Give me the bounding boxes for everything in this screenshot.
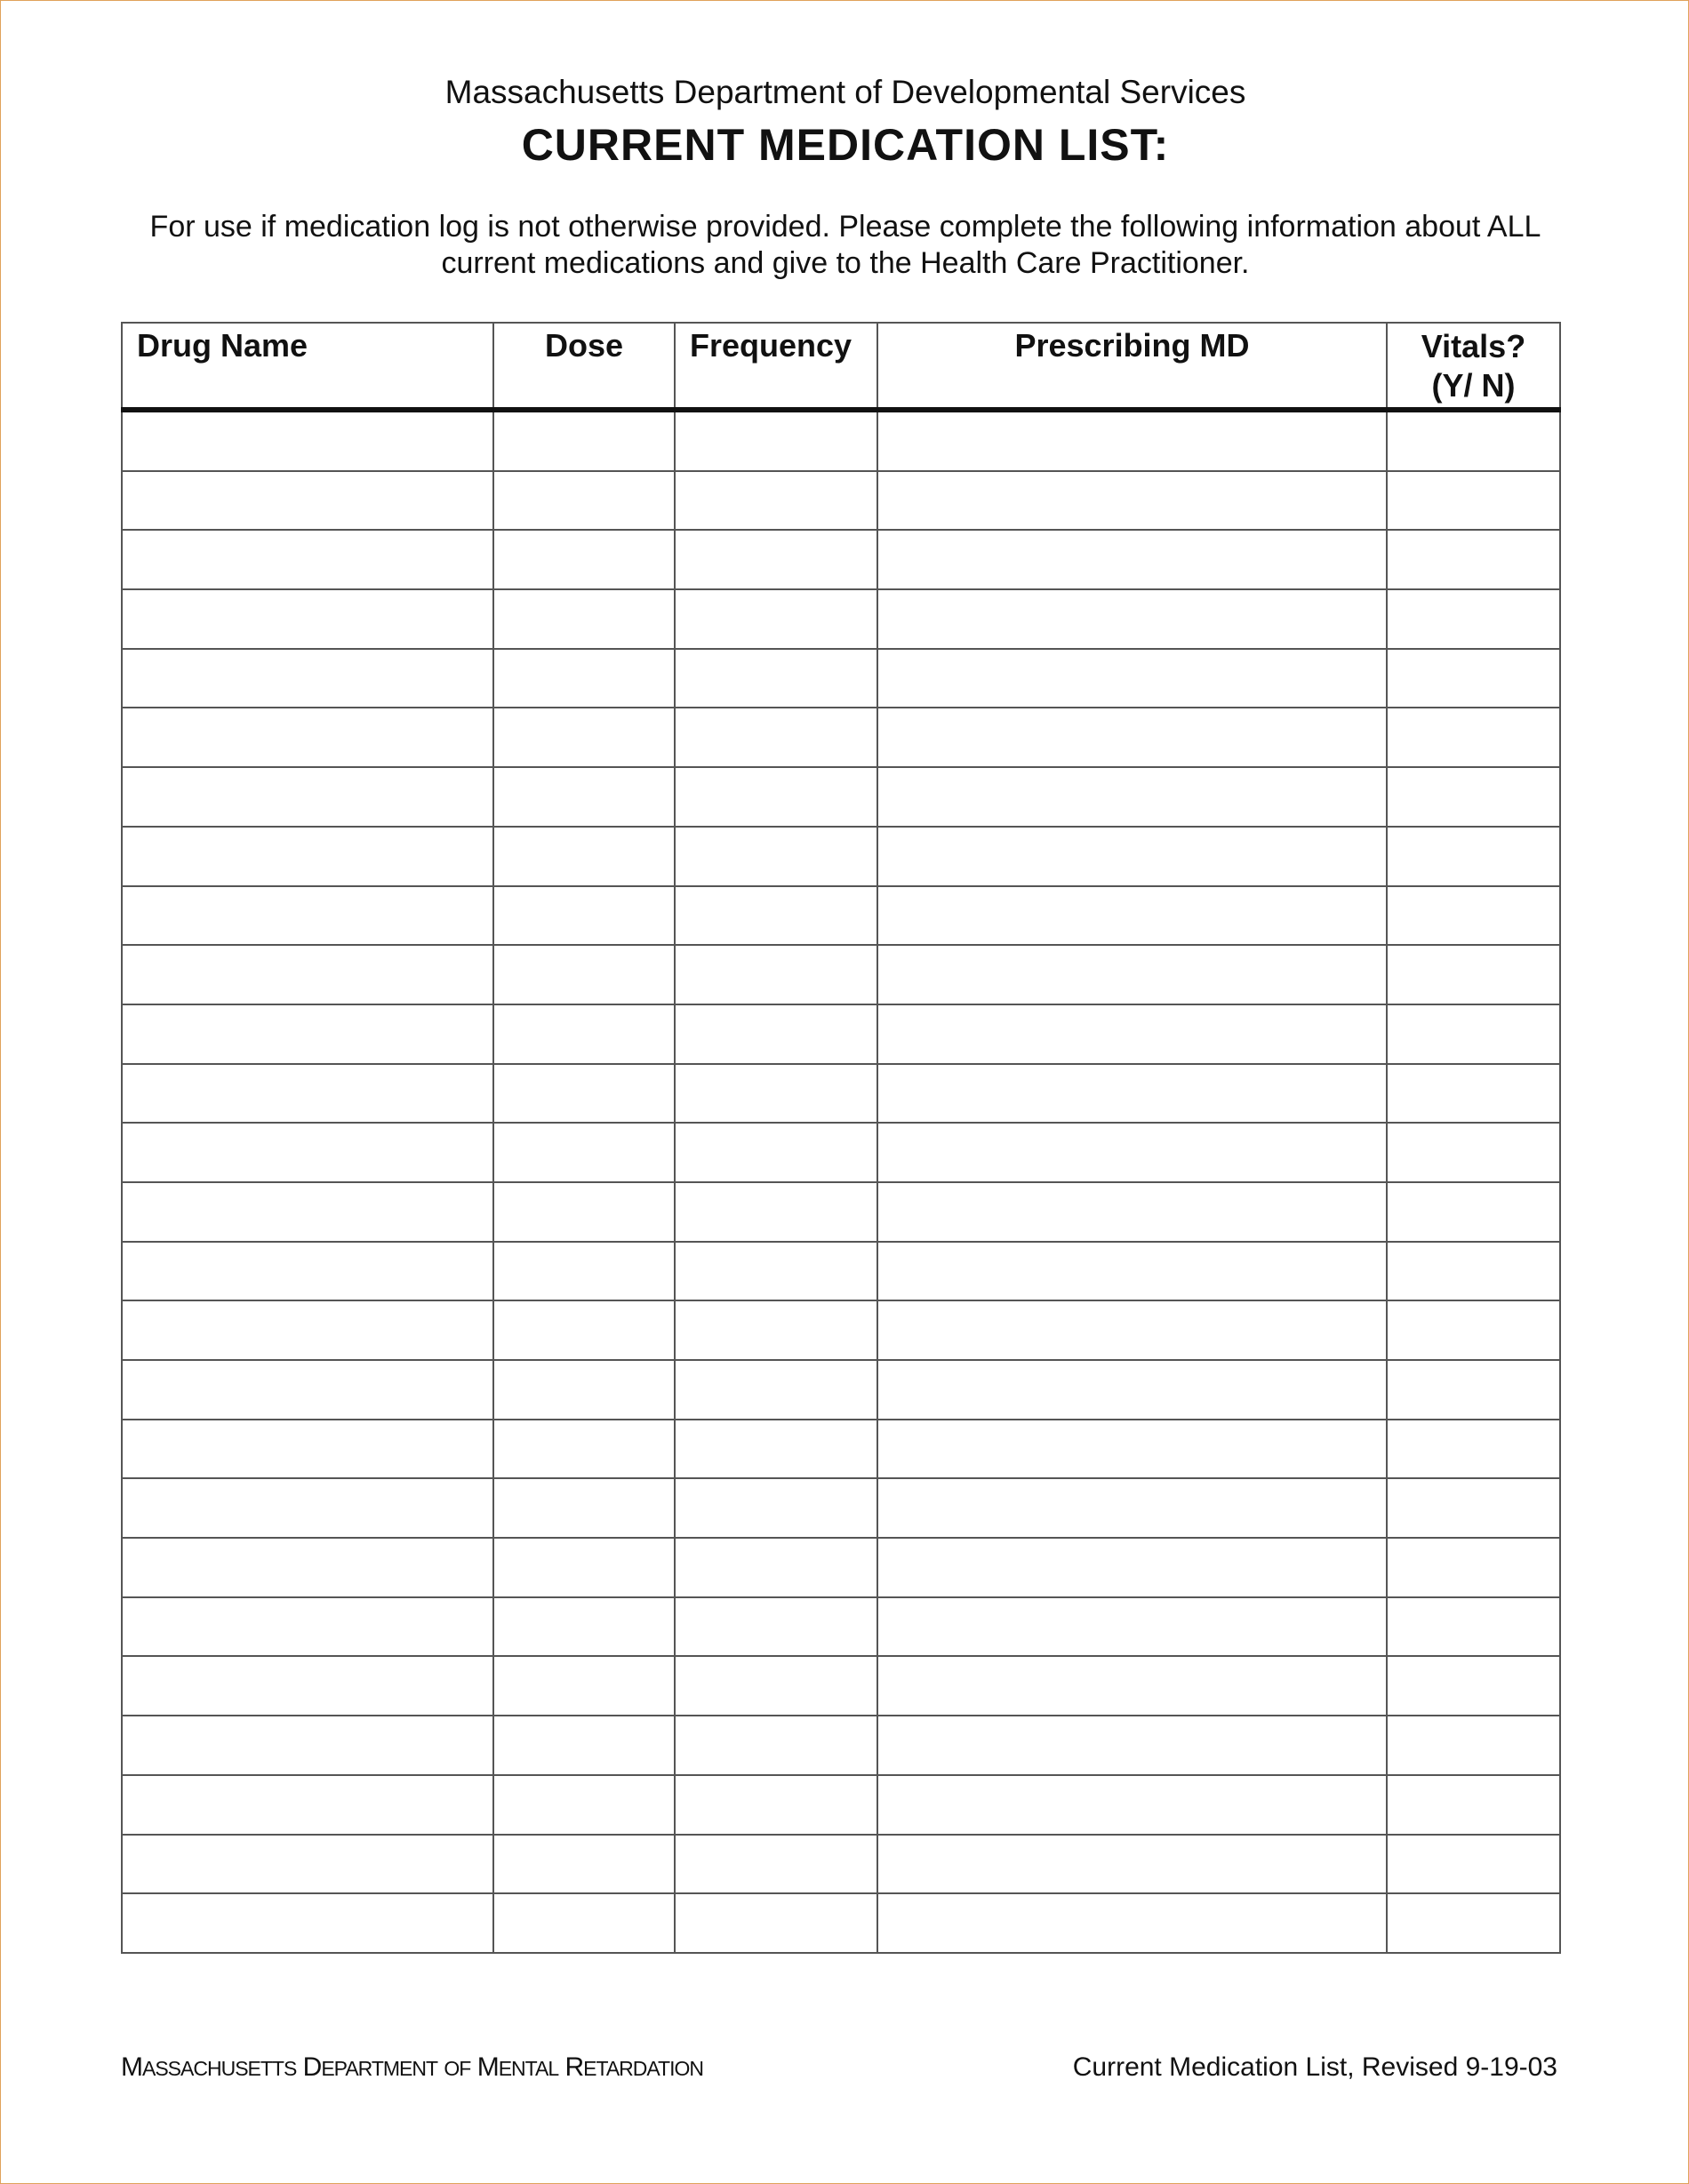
- frequency-cell[interactable]: [675, 1775, 877, 1835]
- frequency-cell[interactable]: [675, 945, 877, 1004]
- prescribing-md-cell[interactable]: [877, 471, 1387, 531]
- vitals-cell[interactable]: [1387, 1716, 1560, 1775]
- prescribing-md-cell[interactable]: [877, 1360, 1387, 1420]
- dose-cell[interactable]: [493, 1182, 675, 1242]
- frequency-cell[interactable]: [675, 1538, 877, 1597]
- drug-name-cell[interactable]: [122, 708, 493, 767]
- prescribing-md-cell[interactable]: [877, 1242, 1387, 1301]
- dose-cell[interactable]: [493, 1300, 675, 1360]
- drug-name-cell[interactable]: [122, 1300, 493, 1360]
- footer-revision: Current Medication List, Revised 9-19-03: [1072, 2052, 1557, 2082]
- organization-name: Massachusetts Department of Developmental Services: [444, 74, 1246, 110]
- table-row: [122, 1538, 1560, 1597]
- column-header-vitals: [1387, 323, 1560, 410]
- drug-name-cell[interactable]: [122, 1597, 493, 1657]
- footer-word-2-cap: D: [302, 2052, 322, 2082]
- prescribing-md-cell[interactable]: [877, 1064, 1387, 1124]
- footer-department: [121, 2052, 703, 2083]
- dose-cell[interactable]: [493, 1478, 675, 1538]
- prescribing-md-cell[interactable]: [877, 1478, 1387, 1538]
- vitals-cell[interactable]: [1387, 1835, 1560, 1894]
- prescribing-md-cell[interactable]: [877, 530, 1387, 589]
- column-header-prescribing-md: Prescribing MD: [877, 323, 1387, 410]
- prescribing-md-cell[interactable]: [877, 1004, 1387, 1064]
- table-row: [122, 1716, 1560, 1775]
- vitals-cell[interactable]: [1387, 1478, 1560, 1538]
- table-row: [122, 1478, 1560, 1538]
- vitals-cell[interactable]: [1387, 649, 1560, 708]
- vitals-cell[interactable]: [1387, 767, 1560, 827]
- frequency-cell[interactable]: [675, 1360, 877, 1420]
- frequency-cell[interactable]: [675, 1300, 877, 1360]
- prescribing-md-cell[interactable]: [877, 1597, 1387, 1657]
- prescribing-md-cell[interactable]: [877, 1893, 1387, 1953]
- drug-name-cell[interactable]: [122, 1004, 493, 1064]
- medication-table: [121, 322, 1561, 1954]
- footer-word-1-cap: M: [121, 2052, 142, 2082]
- prescribing-md-cell[interactable]: [877, 1716, 1387, 1775]
- prescribing-md-cell[interactable]: [877, 1300, 1387, 1360]
- vitals-cell[interactable]: [1387, 1360, 1560, 1420]
- footer-word-5-rest: ETARDATION: [583, 2057, 703, 2080]
- table-row: [122, 649, 1560, 708]
- table-row: [122, 1300, 1560, 1360]
- dose-cell[interactable]: [493, 649, 675, 708]
- drug-name-cell[interactable]: [122, 1656, 493, 1716]
- column-header-drug-name: Drug Name: [122, 323, 493, 410]
- drug-name-cell[interactable]: [122, 1716, 493, 1775]
- prescribing-md-cell[interactable]: [877, 886, 1387, 946]
- frequency-cell[interactable]: [675, 1004, 877, 1064]
- frequency-cell[interactable]: [675, 1420, 877, 1479]
- dose-cell[interactable]: [493, 1656, 675, 1716]
- drug-name-cell[interactable]: [122, 1123, 493, 1182]
- drug-name-cell[interactable]: [122, 410, 493, 471]
- drug-name-cell[interactable]: [122, 1064, 493, 1124]
- vitals-cell[interactable]: [1387, 945, 1560, 1004]
- frequency-cell[interactable]: [675, 1182, 877, 1242]
- drug-name-cell[interactable]: [122, 1420, 493, 1479]
- footer-word-4-rest: ENTAL: [498, 2057, 559, 2080]
- dose-cell[interactable]: [493, 886, 675, 946]
- table-row: [122, 1420, 1560, 1479]
- vitals-cell[interactable]: [1387, 1064, 1560, 1124]
- footer-word-5-cap: R: [564, 2052, 584, 2082]
- dose-cell[interactable]: [493, 1835, 675, 1894]
- prescribing-md-cell[interactable]: [877, 1656, 1387, 1716]
- instructions: [125, 209, 1565, 282]
- footer-word-4-cap: M: [476, 2052, 499, 2082]
- table-header-row: [122, 323, 1560, 410]
- drug-name-cell[interactable]: [122, 886, 493, 946]
- dose-cell[interactable]: [493, 767, 675, 827]
- prescribing-md-cell[interactable]: [877, 1775, 1387, 1835]
- vitals-cell[interactable]: [1387, 1893, 1560, 1953]
- prescribing-md-cell[interactable]: [877, 410, 1387, 471]
- drug-name-cell[interactable]: [122, 1360, 493, 1420]
- vitals-cell[interactable]: [1387, 1004, 1560, 1064]
- table-row: [122, 708, 1560, 767]
- frequency-cell[interactable]: [675, 886, 877, 946]
- footer-word-3: OF: [444, 2057, 471, 2080]
- drug-name-cell[interactable]: [122, 767, 493, 827]
- vitals-cell[interactable]: [1387, 410, 1560, 471]
- frequency-cell[interactable]: [675, 1716, 877, 1775]
- vitals-cell[interactable]: [1387, 1597, 1560, 1657]
- table-row: [122, 471, 1560, 531]
- frequency-cell[interactable]: [675, 708, 877, 767]
- vitals-cell[interactable]: [1387, 530, 1560, 589]
- frequency-cell[interactable]: [675, 1597, 877, 1657]
- drug-name-cell[interactable]: [122, 1478, 493, 1538]
- vitals-cell[interactable]: [1387, 1182, 1560, 1242]
- dose-cell[interactable]: [493, 410, 675, 471]
- drug-name-cell[interactable]: [122, 1893, 493, 1953]
- dose-cell[interactable]: [493, 708, 675, 767]
- table-row: [122, 1775, 1560, 1835]
- vitals-cell[interactable]: [1387, 886, 1560, 946]
- frequency-cell[interactable]: [675, 530, 877, 589]
- medication-rows: [122, 410, 1560, 1953]
- instructions-line-2: current medications and give to the Health Care Practitioner.: [441, 246, 1250, 280]
- drug-name-cell[interactable]: [122, 649, 493, 708]
- table-row: [122, 589, 1560, 649]
- table-row: [122, 1597, 1560, 1657]
- footer-word-1-rest: ASSACHUSETTS: [142, 2057, 297, 2080]
- vitals-cell[interactable]: [1387, 1420, 1560, 1479]
- prescribing-md-cell[interactable]: [877, 1835, 1387, 1894]
- column-header-dose: Dose: [493, 323, 675, 410]
- prescribing-md-cell[interactable]: [877, 945, 1387, 1004]
- vitals-yn-label: (Y/ N): [1431, 367, 1516, 404]
- drug-name-cell[interactable]: [122, 1835, 493, 1894]
- vitals-cell[interactable]: [1387, 1775, 1560, 1835]
- instructions-line-1: For use if medication log is not otherwise provided. Please complete the following information about ALL: [149, 210, 1541, 244]
- vitals-cell[interactable]: [1387, 1656, 1560, 1716]
- vitals-cell[interactable]: [1387, 708, 1560, 767]
- dose-cell[interactable]: [493, 1004, 675, 1064]
- drug-name-cell[interactable]: [122, 1182, 493, 1242]
- frequency-cell[interactable]: [675, 471, 877, 531]
- frequency-cell[interactable]: [675, 1656, 877, 1716]
- frequency-cell[interactable]: [675, 767, 877, 827]
- dose-cell[interactable]: [493, 1716, 675, 1775]
- prescribing-md-cell[interactable]: [877, 767, 1387, 827]
- frequency-cell[interactable]: [675, 589, 877, 649]
- footer-word-2-rest: EPARTMENT: [321, 2057, 438, 2080]
- drug-name-cell[interactable]: [122, 471, 493, 531]
- table-row: [122, 1182, 1560, 1242]
- dose-cell[interactable]: [493, 945, 675, 1004]
- dose-cell[interactable]: [493, 1597, 675, 1657]
- drug-name-cell[interactable]: [122, 1242, 493, 1301]
- vitals-cell[interactable]: [1387, 1538, 1560, 1597]
- table-row: [122, 886, 1560, 946]
- table-row: [122, 1004, 1560, 1064]
- frequency-cell[interactable]: [675, 827, 877, 886]
- frequency-cell[interactable]: [675, 1893, 877, 1953]
- table-row: [122, 1835, 1560, 1894]
- prescribing-md-cell[interactable]: [877, 649, 1387, 708]
- dose-cell[interactable]: [493, 1064, 675, 1124]
- table-row: [122, 827, 1560, 886]
- drug-name-cell[interactable]: [122, 589, 493, 649]
- prescribing-md-cell[interactable]: [877, 1538, 1387, 1597]
- prescribing-md-cell[interactable]: [877, 1123, 1387, 1182]
- table-row: [122, 1123, 1560, 1182]
- vitals-cell[interactable]: [1387, 1300, 1560, 1360]
- vitals-cell[interactable]: [1387, 471, 1560, 531]
- table-row: [122, 530, 1560, 589]
- prescribing-md-cell[interactable]: [877, 1182, 1387, 1242]
- vitals-cell[interactable]: [1387, 827, 1560, 886]
- prescribing-md-cell[interactable]: [877, 1420, 1387, 1479]
- frequency-cell[interactable]: [675, 1835, 877, 1894]
- vitals-cell[interactable]: [1387, 1242, 1560, 1301]
- frequency-cell[interactable]: [675, 649, 877, 708]
- dose-cell[interactable]: [493, 1775, 675, 1835]
- table-row: [122, 1893, 1560, 1953]
- prescribing-md-cell[interactable]: [877, 589, 1387, 649]
- dose-cell[interactable]: [493, 1123, 675, 1182]
- dose-cell[interactable]: [493, 1242, 675, 1301]
- dose-cell[interactable]: [493, 1538, 675, 1597]
- table-row: [122, 1242, 1560, 1301]
- table-row: [122, 1360, 1560, 1420]
- drug-name-cell[interactable]: [122, 530, 493, 589]
- table-row: [122, 945, 1560, 1004]
- frequency-cell[interactable]: [675, 1242, 877, 1301]
- dose-cell[interactable]: [493, 589, 675, 649]
- dose-cell[interactable]: [493, 827, 675, 886]
- table-row: [122, 1064, 1560, 1124]
- dose-cell[interactable]: [493, 1360, 675, 1420]
- prescribing-md-cell[interactable]: [877, 827, 1387, 886]
- vitals-label: Vitals?: [1421, 328, 1526, 364]
- table-row: [122, 767, 1560, 827]
- vitals-cell[interactable]: [1387, 1123, 1560, 1182]
- dose-cell[interactable]: [493, 530, 675, 589]
- vitals-cell[interactable]: [1387, 589, 1560, 649]
- frequency-cell[interactable]: [675, 1478, 877, 1538]
- dose-cell[interactable]: [493, 471, 675, 531]
- page-title: CURRENT MEDICATION LIST:: [521, 120, 1170, 170]
- frequency-cell[interactable]: [675, 1123, 877, 1182]
- table-row: [122, 410, 1560, 471]
- table-row: [122, 1656, 1560, 1716]
- prescribing-md-cell[interactable]: [877, 708, 1387, 767]
- dose-cell[interactable]: [493, 1893, 675, 1953]
- frequency-cell[interactable]: [675, 1064, 877, 1124]
- column-header-frequency: Frequency: [675, 323, 877, 410]
- drug-name-cell[interactable]: [122, 1775, 493, 1835]
- dose-cell[interactable]: [493, 1420, 675, 1479]
- drug-name-cell[interactable]: [122, 1538, 493, 1597]
- drug-name-cell[interactable]: [122, 945, 493, 1004]
- frequency-cell[interactable]: [675, 410, 877, 471]
- drug-name-cell[interactable]: [122, 827, 493, 886]
